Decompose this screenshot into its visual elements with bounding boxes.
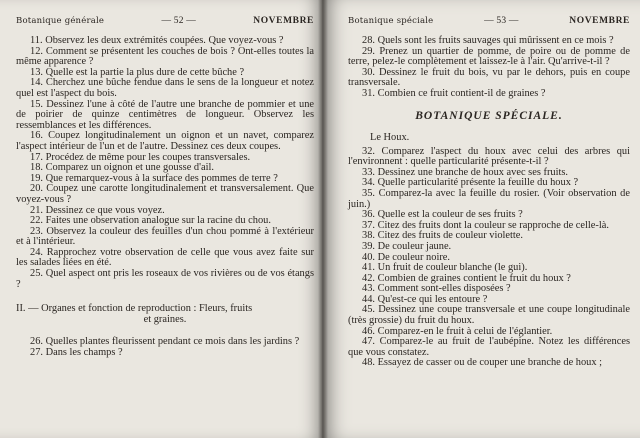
right-page-header <box>348 16 630 26</box>
question: 38. Citez des fruits de couleur violette. <box>362 230 524 242</box>
question: 18. Comparez un oignon et une gousse d'ail. <box>30 162 214 174</box>
section-heading <box>16 304 314 325</box>
question: 32. Comparez l'aspect du houx avec celui des arbres qui l'environnent : quelle particularité présente-t-il ? <box>348 145 630 168</box>
question: 23. Observez la couleur des feuilles d'un chou pommé à l'extérieur et à l'intérieur. <box>16 225 314 248</box>
page-number: — 53 — <box>484 16 519 26</box>
section-heading-cont: et graines. <box>143 313 187 325</box>
question: 29. Prenez un quartier de pomme, de poire ou de pomme de terre, pelez-le complètement et laissez-le à l'air. Qu'arrive-t-il ? <box>348 45 630 68</box>
question: 20. Coupez une carotte longitudinalement et transversalement. Que voyez-vous ? <box>16 183 314 205</box>
question: 22. Faites une observation analogue sur la racine du chou. <box>30 215 271 227</box>
subsection-title: Le Houx. <box>370 131 410 143</box>
question: 35. Comparez-la avec la feuille du rosier. (Voir observation de juin.) <box>348 187 630 210</box>
question: 44. Qu'est-ce qui les entoure ? <box>362 293 488 305</box>
month-heading: NOVEMBRE <box>253 16 314 26</box>
question: 33. Dessinez une branche de houx avec ses fruits. <box>362 166 569 178</box>
question: 13. Quelle est la partie la plus dure de cette bûche ? <box>30 66 245 78</box>
question: 30. Dessinez le fruit du bois, vu par le dehors, puis en coupe transversale. <box>348 66 630 89</box>
question: 15. Dessinez l'une à côté de l'autre une branche de pommier et une de poirier de quinze centimètres de longueur. Observez les ressemblances et les différences. <box>16 98 314 131</box>
question: 46. Comparez-en le fruit à celui de l'églantier. <box>362 325 553 337</box>
question: 12. Comment se présentent les couches de bois ? Ont-elles toutes la même apparence ? <box>16 45 314 68</box>
question: 37. Citez des fruits dont la couleur se rapproche de celle-là. <box>362 219 609 231</box>
running-title: Botanique spéciale <box>348 16 434 26</box>
question: 39. De couleur jaune. <box>362 240 452 252</box>
question: 48. Essayez de casser ou de couper une branche de houx ; <box>362 357 603 369</box>
question: 42. Combien de graines contient le fruit du houx ? <box>362 272 571 284</box>
question: 36. Quelle est la couleur de ses fruits ? <box>362 209 523 221</box>
question: 11. Observez les deux extrémités coupées. Que voyez-vous ? <box>30 35 284 46</box>
question: 26. Quelles plantes fleurissent pendant ce mois dans les jardins ? <box>30 336 300 348</box>
question-list <box>348 36 630 100</box>
question: 34. Quelle particularité présente la feuille du houx ? <box>362 177 579 189</box>
question: 14. Cherchez une bûche fendue dans le sens de la longueur et notez quel est l'aspect du bois. <box>16 77 314 99</box>
question: 24. Rapprochez votre observation de celle que vous avez faite sur les salades liées en été. <box>16 246 314 269</box>
page-number: — 52 — <box>161 16 196 26</box>
question-list-after <box>16 337 314 358</box>
question: 41. Un fruit de couleur blanche (le gui). <box>362 262 528 274</box>
question-list <box>16 36 314 290</box>
left-page-header <box>16 16 314 26</box>
question: 47. Comparez-le au fruit de l'aubépine. Notez les différences que vous constatez. <box>348 336 630 358</box>
question: 17. Procédez de même pour les coupes transversales. <box>30 151 251 163</box>
month-heading: NOVEMBRE <box>569 16 630 26</box>
question: 21. Dessinez ce que vous voyez. <box>30 204 165 216</box>
question: 40. De couleur noire. <box>362 251 451 263</box>
question: 31. Combien ce fruit contient-il de graines ? <box>362 87 546 99</box>
question: 43. Comment sont-elles disposées ? <box>362 283 511 295</box>
right-page <box>322 0 640 438</box>
question: 27. Dans les champs ? <box>30 347 123 359</box>
section-heading-line: II. — Organes et fonction de reproduction : Fleurs, fruits <box>16 303 253 315</box>
section-title: BOTANIQUE SPÉCIALE. <box>415 109 563 122</box>
question-list-after <box>348 147 630 369</box>
question: 19. Que remarquez-vous à la surface des pommes de terre ? <box>30 172 278 184</box>
question: 28. Quels sont les fruits sauvages qui mûrissent en ce mois ? <box>362 35 614 46</box>
question: 16. Coupez longitudinalement un oignon et un navet, comparez l'aspect intérieur de l'un et de l'autre. Dessinez ces deux coupes. <box>16 130 314 152</box>
question: 45. Dessinez une coupe transversale et une coupe longitudinale (très grossie) du fruit du houx. <box>348 304 630 327</box>
running-title: Botanique générale <box>16 16 105 26</box>
question: 25. Quel aspect ont pris les roseaux de vos rivières ou de vos étangs ? <box>16 268 314 290</box>
